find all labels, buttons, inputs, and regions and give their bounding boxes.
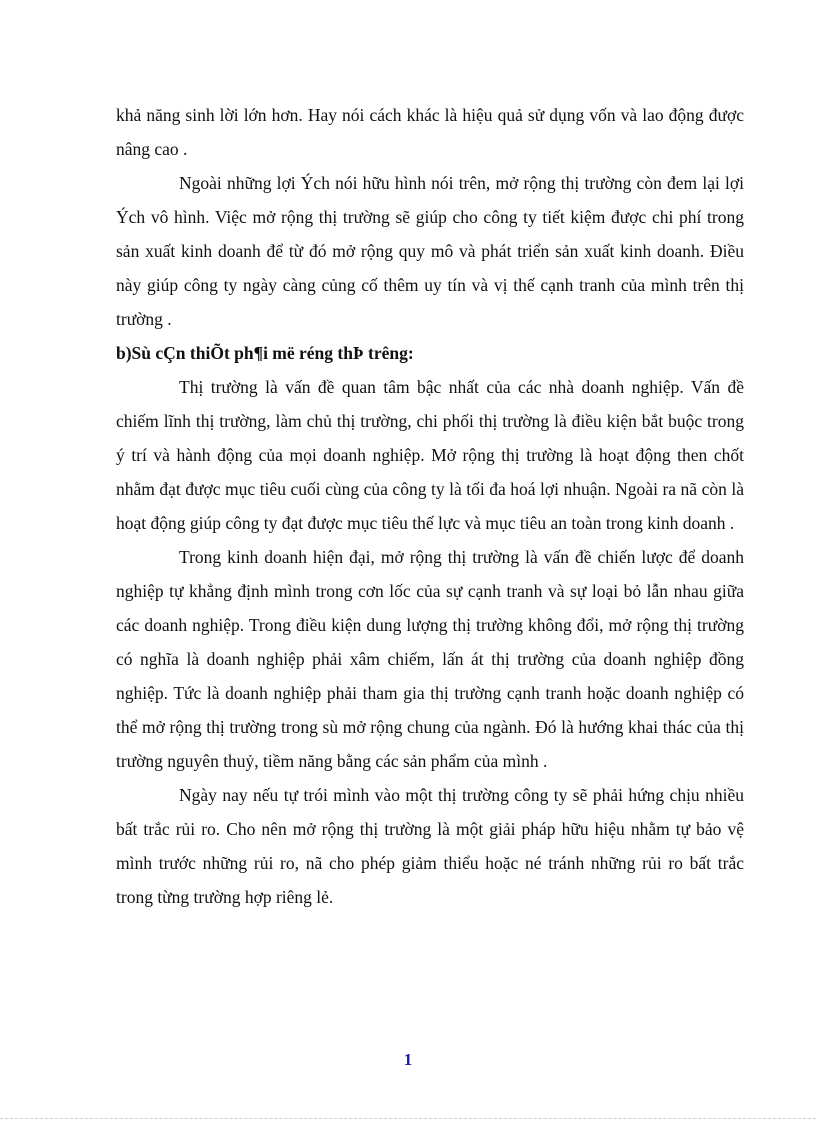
paragraph-continued: khả năng sinh lời lớn hơn. Hay nói cách khác là hiệu quả sử dụng vốn và lao động được nâng cao . [116, 105, 744, 159]
paragraph-modern-business: Trong kinh doanh hiện đại, mở rộng thị trường là vấn đề chiến lược để doanh nghiệp tự khẳng định mình trong cơn lốc của sự cạnh tranh và sự loại bỏ lẫn nhau giữa các doanh nghiệp. Trong điều kiện dung lượng thị trường không đổi, mở rộng thị trường có nghĩa là doanh nghiệp phải xâm chiếm, lấn át thị trường của doanh nghiệp đồng nghiệp. Tức là doanh nghiệp phải tham gia thị trường cạnh tranh hoặc doanh nghiệp có thể mở rộng thị trường trong sù mở rộng chung của ngành. Đó là hướng khai thác của thị trường nguyên thuỷ, tiềm năng bằng các sản phẩm của mình . [116, 547, 744, 771]
paragraph-intangible-benefits: Ngoài những lợi Ých nói hữu hình nói trên, mở rộng thị trường còn đem lại lợi Ých vô hình. Việc mở rộng thị trường sẽ giúp cho công ty tiết kiệm được chi phí trong sản xuất kinh doanh để từ đó mở rộng quy mô và phát triển sản xuất kinh doanh. Điều này giúp công ty ngày càng củng cố thêm uy tín và vị thế cạnh tranh của mình trên thị trường . [116, 173, 744, 329]
page-number: 1 [403, 1050, 413, 1069]
paragraph-risk: Ngày nay nếu tự trói mình vào một thị trường công ty sẽ phải hứng chịu nhiều bất trắc rủi ro. Cho nên mở rộng thị trường là một giải pháp hữu hiệu nhằm tự bảo vệ mình trước những rủi ro, nã cho phép giảm thiểu hoặc né tránh những rủi ro bất trắc trong từng trường hợp riêng lẻ. [116, 785, 744, 907]
document-body [116, 98, 744, 914]
section-heading: b)Sù cÇn thiÕt ph¶i më réng thÞ trêng: [116, 343, 414, 363]
footer-divider [0, 1118, 816, 1119]
paragraph-market-importance: Thị trường là vấn đề quan tâm bậc nhất của các nhà doanh nghiệp. Vấn đề chiếm lĩnh thị trường, làm chủ thị trường, chi phối thị trường là điều kiện bắt buộc trong ý trí và hành động của mọi doanh nghiệp. Mở rộng thị trường là hoạt động then chốt nhằm đạt được mục tiêu cuối cùng của công ty là tối đa hoá lợi nhuận. Ngoài ra nã còn là hoạt động giúp công ty đạt được mục tiêu thế lực và mục tiêu an toàn trong kinh doanh . [116, 377, 744, 533]
